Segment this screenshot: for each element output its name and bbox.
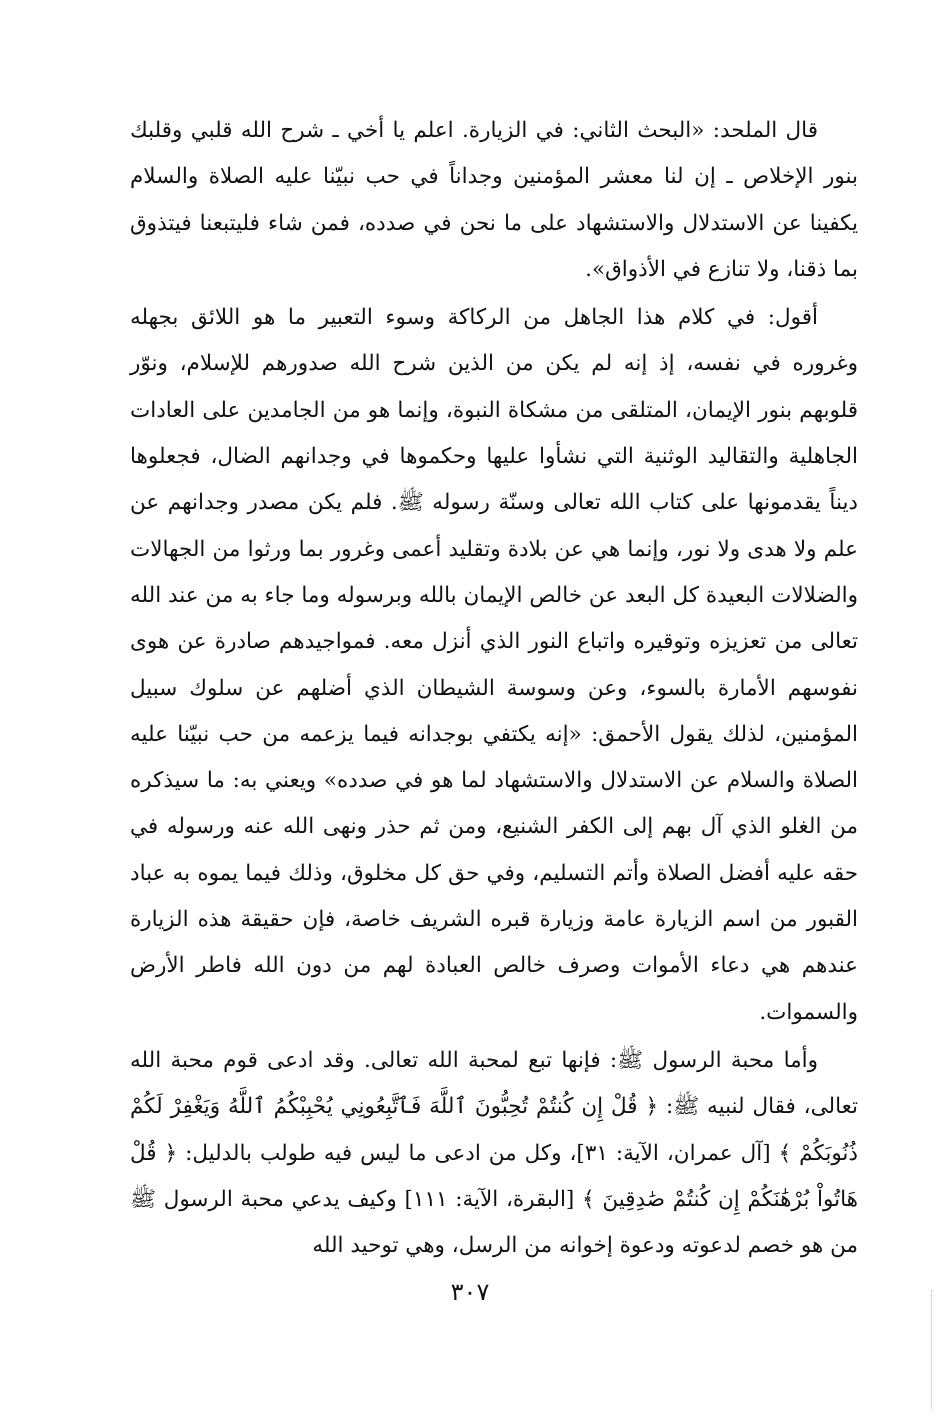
paragraph-response: أقول: في كلام هذا الجاهل من الركاكة وسوء التعبير ما هو اللائق بجهله وغروره في نفسه، إذ إنه لم يكن من الذين شرح الله صدورهم للإسلام، ونوّر قلوبهم بنور الإيمان، المتلقى من مشكاة النبوة، وإنما هو من الجامدين على العادات الجاهلية والتقاليد الوثنية التي نشأوا عليها وحكموها في وجدانهم الضال، فجعلوها ديناً يقدمونها على كتاب الله تعالى وسنّة رسوله ﷺ. فلم يكن مصدر وجدانهم عن علم ولا هدى ولا نور، وإنما هي عن بلادة وتقليد أعمى وغرور بما ورثوا من الجهالات والضلالات البعيدة كل البعد عن خالص الإيمان بالله وبرسوله وما جاء به من عند الله تعالى من تعزيزه وتوقيره واتباع النور الذي أنزل معه. فمواجيدهم صادرة عن هوى نفوسهم الأمارة بالسوء، وعن وسوسة الشيطان الذي أضلهم عن سلوك سبيل المؤمنين، لذلك يقول الأحمق: «إنه يكتفي بوجدانه فيما يزعمه من حب نبيّنا عليه الصلاة والسلام عن الاستدلال والاستشهاد لما هو في صدده» ويعني به: ما سيذكره من الغلو الذي آل بهم إلى الكفر الشنيع، ومن ثم حذر ونهى الله عنه ورسوله في حقه عليه أفضل الصلاة وأتم التسليم، وفي حق كل مخلوق، وذلك فيما يموه به عباد القبور من اسم الزيارة عامة وزيارة قبره الشريف خاصة، فإن حقيقة هذه الزيارة عندهم هي دعاء الأموات وصرف خالص العبادة لهم من دون الله فاطر الأرض والسموات. bbox=[130, 305, 858, 1025]
page-body bbox=[130, 108, 858, 1269]
paragraph-love-of-prophet: وأما محبة الرسول ﷺ: فإنها تبع لمحبة الله تعالى. وقد ادعى قوم محبة الله تعالى، فقال لنبيه ﷺ: ﴿ قُلْ إِن كُنتُمْ تُحِبُّونَ ٱللَّهَ فَٱتَّبِعُونِي يُحْبِبْكُمُ ٱللَّهُ وَيَغْفِرْ لَكُمْ ذُنُوبَكُمْ ﴾ [آل عمران، الآية: ٣١]، وكل من ادعى ما ليس فيه طولب بالدليل: ﴿ قُلْ هَاتُواْ بُرْهَٰنَكُمْ إِن كُنتُمْ صَٰدِقِينَ ﴾ [البقرة، الآية: ١١١] وكيف يدعي محبة الرسول ﷺ من هو خصم لدعوته ودعوة إخوانه من الرسل، وهي توحيد الله bbox=[130, 1047, 858, 1259]
scan-edge-mark bbox=[929, 1290, 932, 1410]
paragraph-mulhid-quote: قال الملحد: «البحث الثاني: في الزيارة. اعلم يا أخي ـ شرح الله قلبي وقلبك بنور الإخلاص ـ إن لنا معشر المؤمنين وجداناً في حب نبيّنا عليه الصلاة والسلام يكفينا عن الاستدلال والاستشهاد على ما نحن في صدده، فمن شاء فليتبعنا فيتذوق بما ذقنا، ولا تنازع في الأذواق». bbox=[130, 118, 858, 282]
page-number: ٣٠٧ bbox=[450, 1278, 490, 1306]
